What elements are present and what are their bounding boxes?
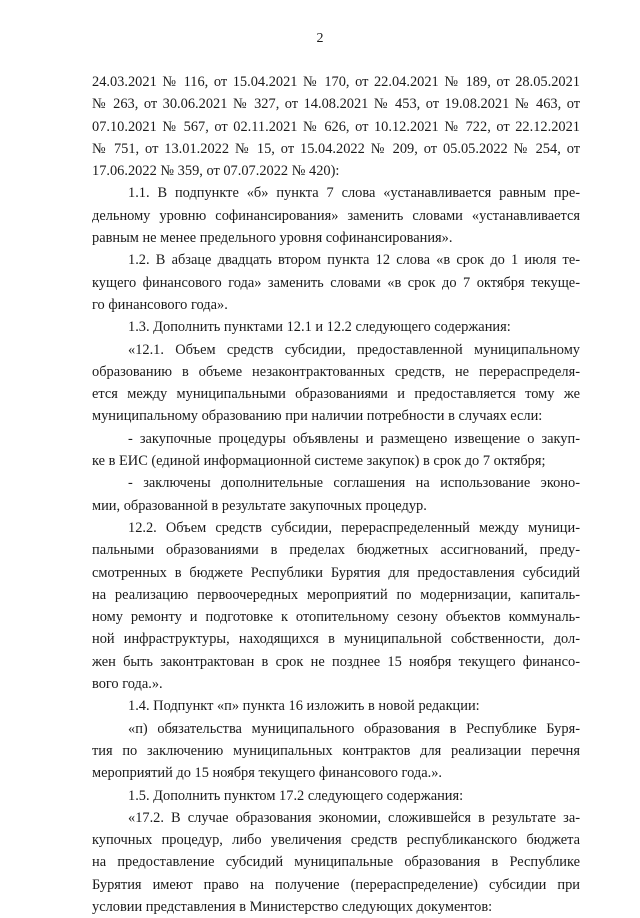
- text-line: кущего финансового года» заменить словами «в срок до 7 октября текуще-: [92, 274, 580, 291]
- text-line: дельному уровню софинансирования» заменить словами «устанавливается: [92, 207, 580, 224]
- text-line: 1.3. Дополнить пунктами 12.1 и 12.2 следующего содержания:: [128, 319, 511, 336]
- text-line: жен быть законтрактован в срок не позднее 15 ноября текущего финансо-: [92, 653, 580, 670]
- text-line: купочных процедур, либо увеличения средств республиканского бюджета: [92, 832, 580, 849]
- text-line: го финансового года».: [92, 296, 228, 313]
- text-line: 24.03.2021 № 116, от 15.04.2021 № 170, от 22.04.2021 № 189, от 28.05.2021: [92, 74, 580, 90]
- text-line: 1.5. Дополнить пунктом 17.2 следующего содержания:: [128, 787, 464, 804]
- text-line: «п) обязательства муниципального образования в Республике Буря-: [128, 720, 580, 737]
- text-line: вого года.».: [92, 676, 163, 693]
- text-line: - закупочные процедуры объявлены и размещено извещение о закуп-: [128, 430, 580, 447]
- text-line: равным не менее предельного уровня софинансирования».: [92, 230, 453, 247]
- text-line: № 751, от 13.01.2022 № 15, от 15.04.2022 № 209, от 05.05.2022 № 254, от: [92, 140, 580, 157]
- text-line: 17.06.2022 № 359, от 07.07.2022 № 420):: [92, 163, 340, 180]
- text-line: на предоставление субсидий муниципальные образования в Республике: [92, 854, 580, 871]
- text-line: «12.1. Объем средств субсидии, предоставленной муниципальному: [128, 341, 580, 358]
- text-line: ке в ЕИС (единой информационной системе закупок) в срок до 7 октября;: [92, 453, 546, 470]
- text-line: 12.2. Объем средств субсидии, перераспределенный между муници-: [128, 519, 580, 536]
- text-line: № 263, от 30.06.2021 № 327, от 14.08.2021 № 453, от 19.08.2021 № 463, от: [92, 96, 580, 113]
- text-line: 07.10.2021 № 567, от 02.11.2021 № 626, от 10.12.2021 № 722, от 22.12.2021: [92, 118, 580, 135]
- text-line: 1.2. В абзаце двадцать втором пункта 12 слова «в срок до 1 июля те-: [128, 252, 580, 269]
- text-line: ется между муниципальными образованиями и предоставляется тому же: [92, 386, 580, 403]
- text-line: условии представления в Министерство следующих документов:: [92, 898, 493, 915]
- text-line: смотренных в бюджете Республики Бурятия для предоставления субсидий: [92, 564, 580, 581]
- text-line: 1.4. Подпункт «п» пункта 16 изложить в новой редакции:: [128, 698, 480, 715]
- text-line: муниципальному образованию при наличии потребности в случаях если:: [92, 408, 543, 425]
- text-line: - заключены дополнительные соглашения на использование эконо-: [128, 475, 580, 492]
- text-line: «17.2. В случае образования экономии, сложившейся в результате за-: [128, 809, 580, 826]
- text-line: Бурятия имеют право на получение (перераспределение) субсидии при: [92, 876, 580, 893]
- text-line: образованию в объеме незаконтрактованных средств, не перераспределя-: [92, 363, 580, 380]
- text-line: на реализацию первоочередных мероприятий по модернизации, капиталь-: [92, 586, 580, 603]
- text-line: тия по заключению муниципальных контрактов для реализации перечня: [92, 742, 580, 759]
- text-line: 1.1. В подпункте «б» пункта 7 слова «устанавливается равным пре-: [128, 185, 580, 202]
- text-line: ному ремонту и подготовке к отопительному сезону объектов коммуналь-: [92, 609, 580, 626]
- document-body: [92, 71, 580, 918]
- text-line: мии, образованной в результате закупочных процедур.: [92, 497, 427, 514]
- page-number: 2: [316, 31, 324, 46]
- text-line: ной инфраструктуры, находящихся в муниципальной собственности, дол-: [92, 631, 580, 648]
- text-line: пальными образованиями в пределах бюджетных ассигнований, преду-: [92, 542, 580, 559]
- text-line: мероприятий до 15 ноября текущего финансового года.».: [92, 765, 442, 782]
